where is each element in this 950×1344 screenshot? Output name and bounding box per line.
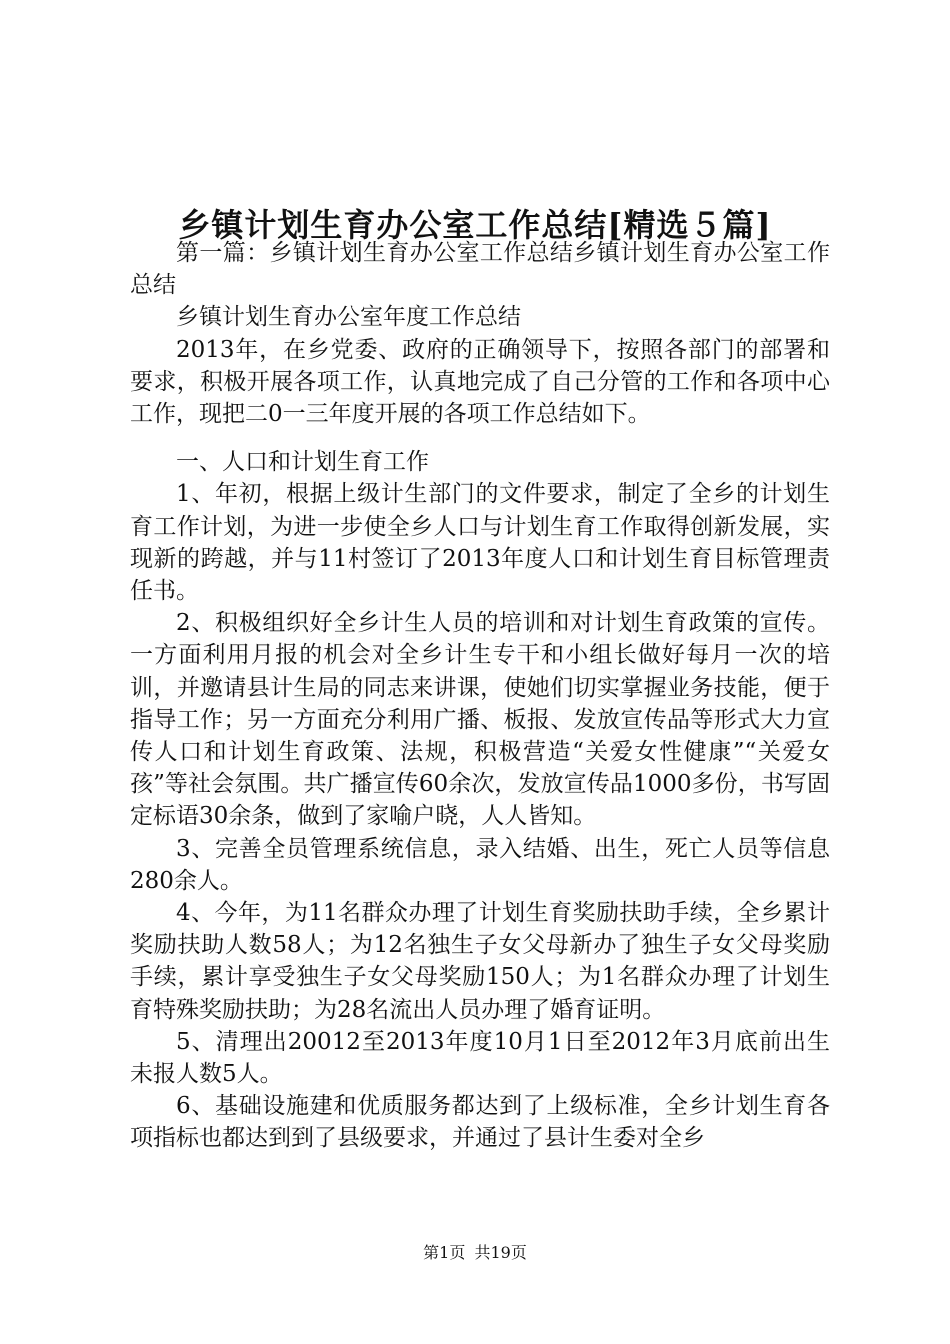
paragraph-intro: 2013年，在乡党委、政府的正确领导下，按照各部门的部署和要求，积极开展各项工作，认真地完成了自己分管的工作和各项中心工作，现把二0一三年度开展的各项工作总结如下。 [130, 336, 830, 428]
paragraph-item-1: 1、年初，根据上级计生部门的文件要求，制定了全乡的计划生育工作计划，为进一步使全乡人口与计划生育工作取得创新发展，实现新的跨越，并与11村签订了2013年度人口和计划生育目标管理责任书。 [130, 481, 830, 605]
document-body [130, 237, 830, 1155]
page-number: 第1页 [423, 1243, 466, 1262]
document-title: 乡镇计划生育办公室工作总结[精选５篇] [178, 206, 772, 245]
paragraph-item-3: 3、完善全员管理系统信息，录入结婚、出生，死亡人员等信息280余人。 [130, 835, 830, 894]
page-footer [0, 1242, 950, 1264]
paragraph-heading-1: 第一篇：乡镇计划生育办公室工作总结乡镇计划生育办公室工作总结 [130, 240, 830, 299]
paragraph-item-2: 2、积极组织好全乡计生人员的培训和对计划生育政策的宣传。一方面利用月报的机会对全乡计生专干和小组长做好每月一次的培训，并邀请县计生局的同志来讲课，使她们切实掌握业务技能，便于指导工作；另一方面充分利用广播、板报、发放宣传品等形式大力宣传人口和计划生育政策、法规，积极营造“关爱女性健康”“关爱女孩”等社会氛围。共广播宣传60余次，发放宣传品1000多份，书写固定标语30余条，做到了家喻户晓，人人皆知。 [130, 610, 830, 830]
page-total: 共19页 [474, 1243, 527, 1262]
paragraph-spacer [130, 430, 830, 446]
paragraph-item-5: 5、清理出20012至2013年度10月1日至2012年3月底前出生未报人数5人。 [130, 1028, 830, 1088]
section-heading: 一、人口和计划生育工作 [176, 449, 429, 476]
paragraph-item-6: 6、基础设施建和优质服务都达到了上级标准，全乡计划生育各项指标也都达到到了县级要求，并通过了县计生委对全乡 [130, 1093, 830, 1152]
paragraph-subtitle: 乡镇计划生育办公室年度工作总结 [176, 304, 521, 331]
paragraph-item-4: 4、今年，为11名群众办理了计划生育奖励扶助手续，全乡累计奖励扶助人数58人；为12名独生子女父母新办了独生子女父母奖励手续，累计享受独生子女父母奖励150人；为1名群众办理了计划生育特殊奖励扶助；为28名流出人员办理了婚育证明。 [130, 900, 830, 1023]
